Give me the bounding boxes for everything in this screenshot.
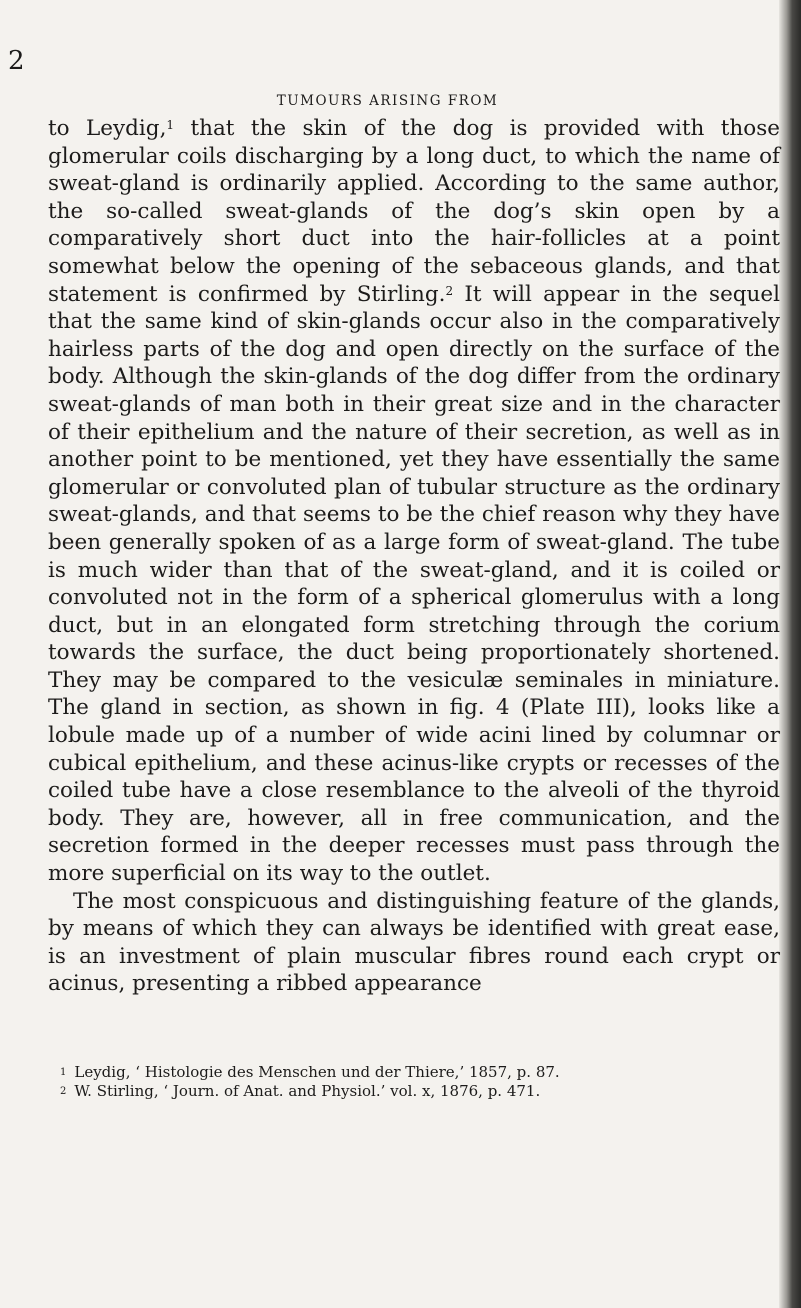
running-head: TUMOURS ARISING FROM (276, 93, 499, 109)
text-run: to Leydig, (48, 116, 167, 141)
page-edge-shadow (779, 0, 801, 1308)
paragraph-2: The most conspicuous and distinguishing feature of the glands, by means of which they can always be identified with great ease, is an investment of plain muscular fibres round each crypt or acinus, presenting a ribbed appearance (48, 888, 780, 997)
text-run: It will appear in the sequel that the same kind of skin-glands occur also in the comparatively hairless parts of the dog and open directly on the surface of the body. Although the skin-glands of the dog differ from the ordinary sweat-glands of man both in their great size and in the character of their epithelium and the nature of their secretion, as well as in another point to be mentioned, yet they have essentially the same glomerular or convoluted plan of tubular structure as the ordinary sweat-glands, and that seems to be the chief reason why they have been generally spoken of as a large form of sweat-gland. The tube is much wider than that of the sweat-gland, and it is coiled or convoluted not in the form of a spherical glomerulus with a long duct, but in an elongated form stretching through the corium towards the surface, the duct being proportionately shortened. They may be compared to the vesiculæ seminales in miniature. The gland in section, as shown in fig. 4 (Plate III), looks like a lobule made up of a number of wide acini lined by columnar or cubical epithelium, and these acinus-like crypts or recesses of the coiled tube have a close resemblance to the alveoli of the thyroid body. They are, however, all in free communication, and the secretion formed in the deeper recesses must pass through the more superficial on its way to the outlet. (48, 281, 781, 887)
footnote-text: Leydig, ‘ Histologie des Menschen und der Thiere,’ 1857, p. 87. (74, 1063, 560, 1081)
footnote-mark: 1 (60, 1067, 67, 1078)
text-run: that the skin of the dog is provided with those glomerular coils discharging by a long duct, to which the name of sweat-gland is ordinarily applied. According to the same author, the so-called sweat-glands of the dog’s skin open by a comparatively short duct into the hair-follicles at a point somewhat below the opening of the sebaceous glands, and that statement is confirmed by Stirling. (48, 116, 780, 307)
footnote-mark: 2 (60, 1086, 67, 1097)
footnote-ref-1: 1 (166, 118, 175, 132)
page-number: 2 (8, 46, 25, 76)
paragraph-1 (48, 115, 780, 888)
footnotes (60, 1063, 760, 1101)
footnote-text: W. Stirling, ‘ Journ. of Anat. and Physiol.’ vol. x, 1876, p. 471. (74, 1082, 541, 1100)
footnote-1 (60, 1063, 760, 1082)
footnote-ref-2: 2 (445, 283, 454, 298)
footnote-2 (60, 1082, 760, 1101)
body-text (48, 115, 780, 998)
